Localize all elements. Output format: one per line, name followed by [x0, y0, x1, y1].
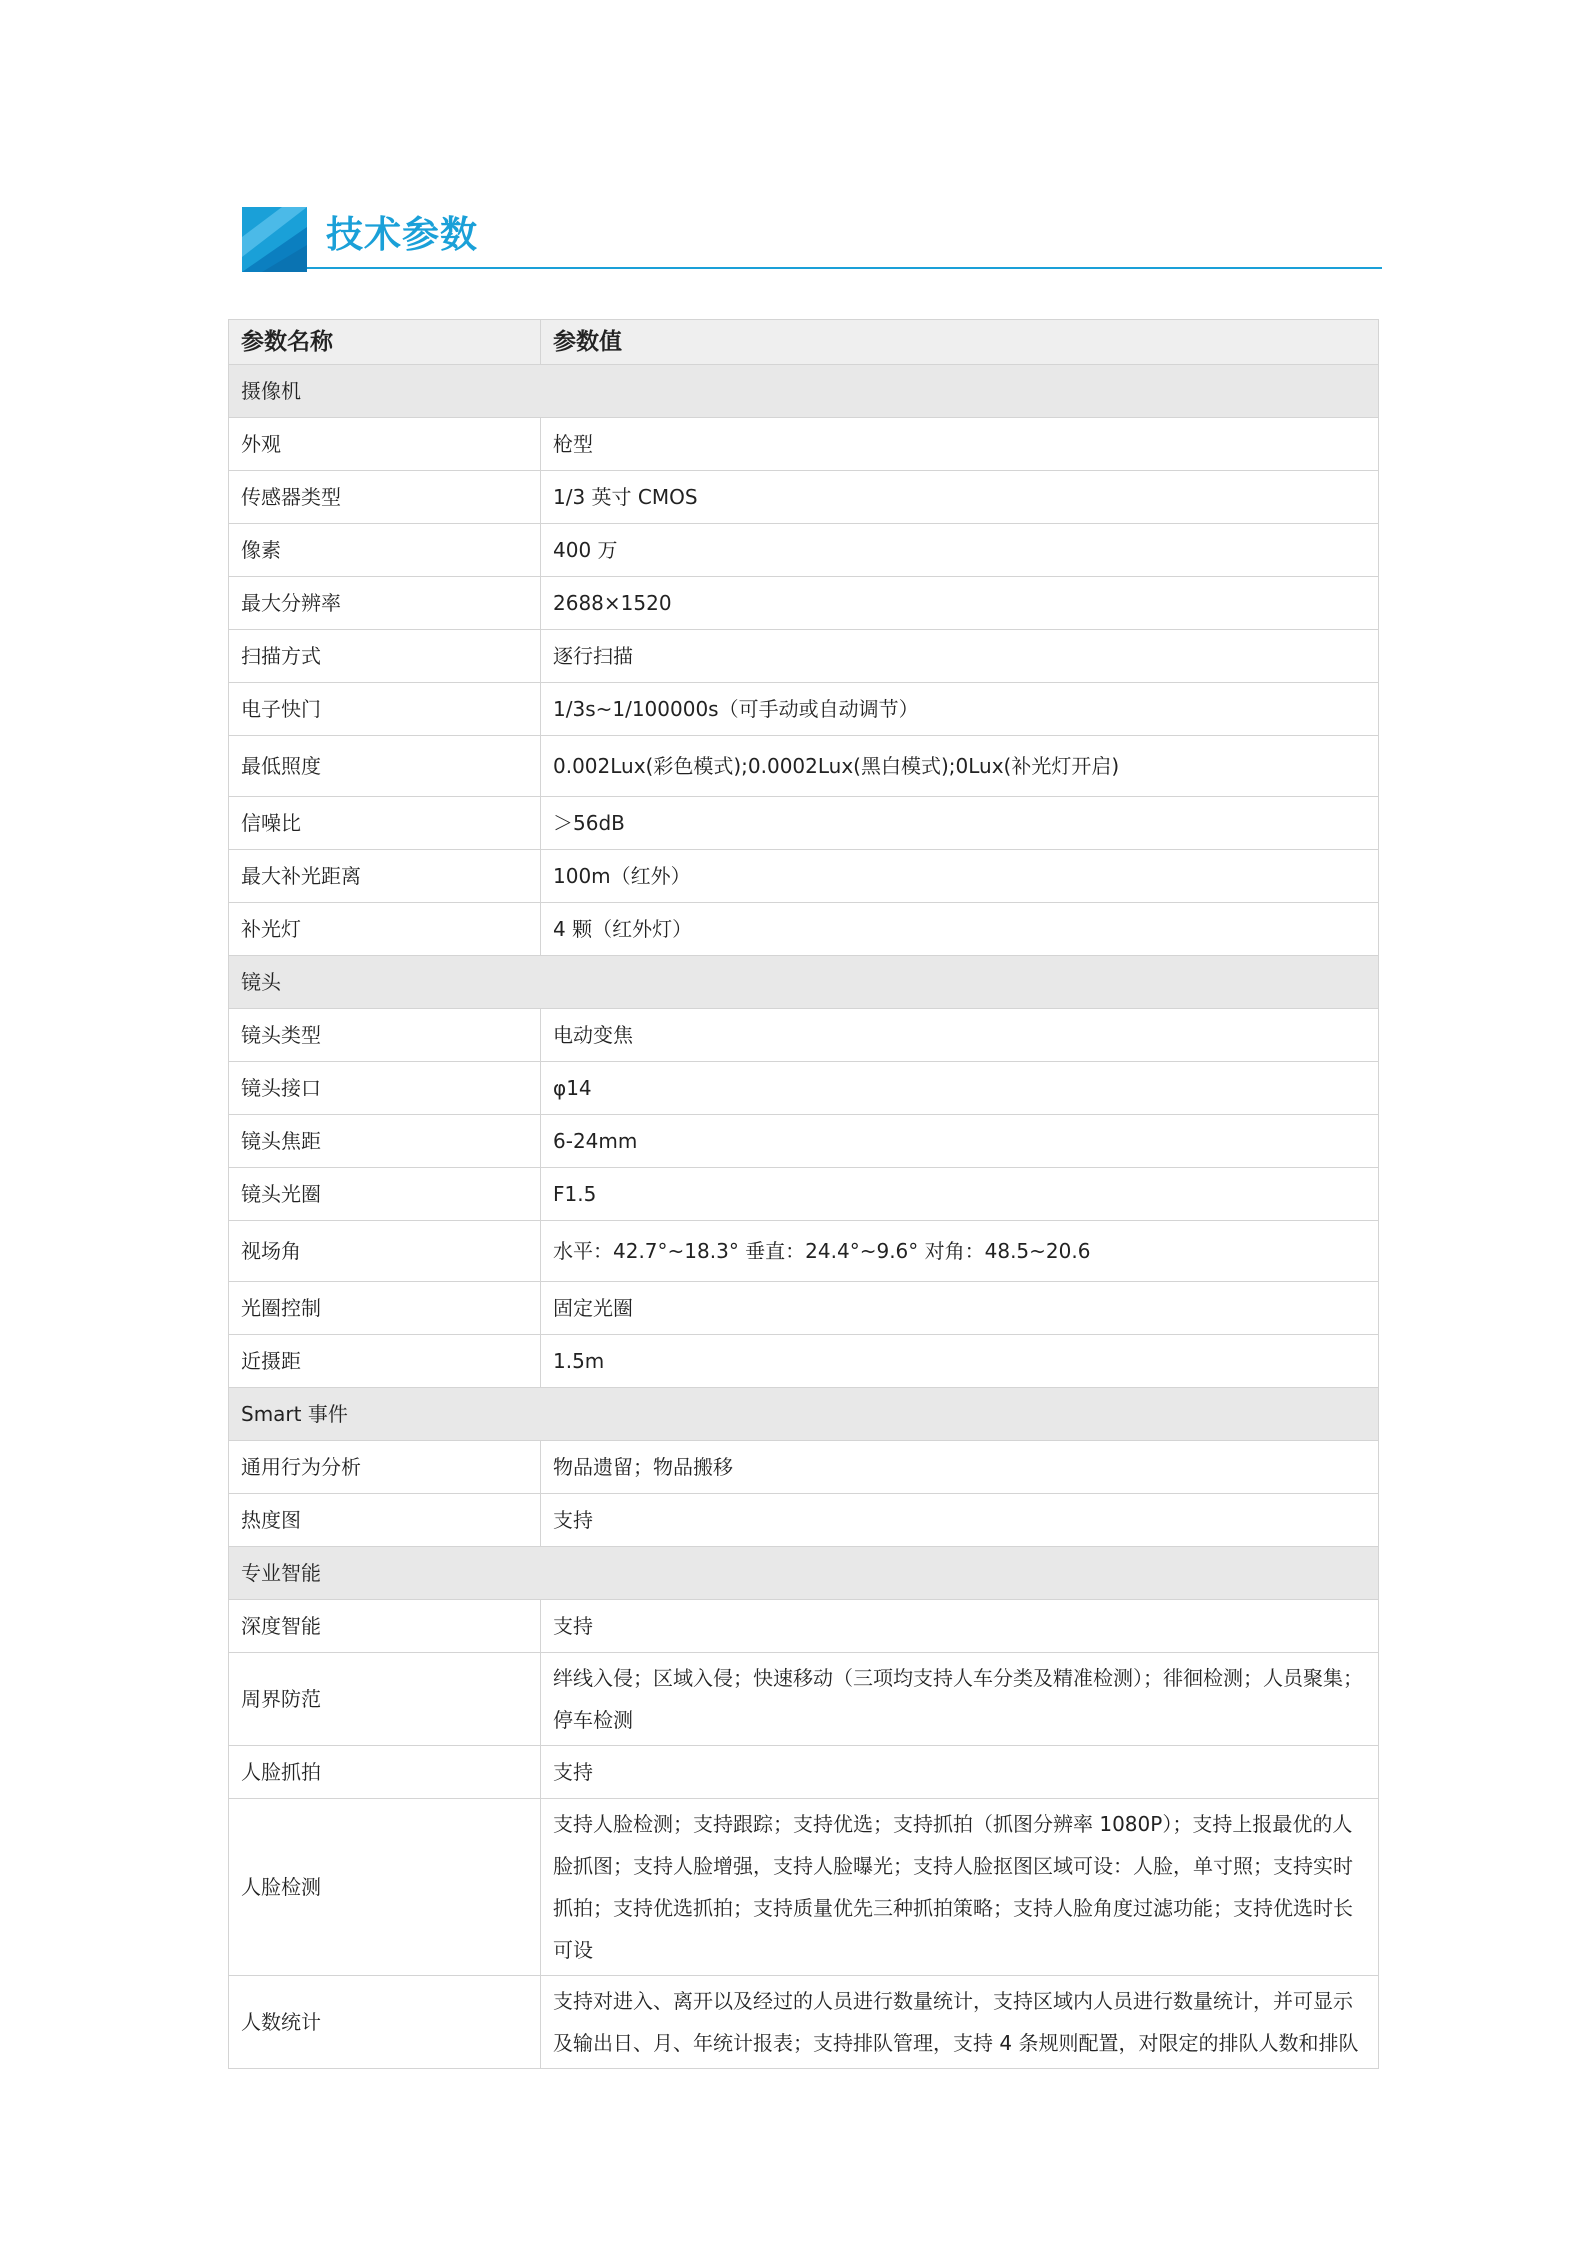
table-row — [229, 524, 1379, 577]
param-name-cell: 周界防范 — [229, 1653, 541, 1746]
param-name-cell: 人脸抓拍 — [229, 1746, 541, 1799]
param-name-cell: 近摄距 — [229, 1335, 541, 1388]
column-header-param-value: 参数值 — [541, 320, 1379, 365]
param-value-cell: 4 颗（红外灯） — [541, 903, 1379, 956]
param-value-cell: 支持 — [541, 1746, 1379, 1799]
table-row — [229, 1168, 1379, 1221]
table-row — [229, 630, 1379, 683]
table-row — [229, 1115, 1379, 1168]
param-name-cell: 最大分辨率 — [229, 577, 541, 630]
param-name-cell: 信噪比 — [229, 797, 541, 850]
param-value-cell: 1/3s~1/100000s（可手动或自动调节） — [541, 683, 1379, 736]
param-name-cell: 外观 — [229, 418, 541, 471]
param-value-cell: 支持对进入、离开以及经过的人员进行数量统计，支持区域内人员进行数量统计，并可显示及输出日、月、年统计报表；支持排队管理，支持 4 条规则配置，对限定的排队人数和排队 — [541, 1976, 1379, 2069]
group-title: Smart 事件 — [229, 1388, 1379, 1441]
table-row — [229, 1653, 1379, 1746]
group-title: 镜头 — [229, 956, 1379, 1009]
table-row — [229, 1335, 1379, 1388]
param-value-cell: 电动变焦 — [541, 1009, 1379, 1062]
page-title: 技术参数 — [326, 213, 478, 256]
table-group-row — [229, 956, 1379, 1009]
table-row — [229, 1494, 1379, 1547]
param-name-cell: 镜头接口 — [229, 1062, 541, 1115]
param-value-cell: 枪型 — [541, 418, 1379, 471]
param-name-cell: 视场角 — [229, 1221, 541, 1282]
table-row — [229, 1282, 1379, 1335]
param-name-cell: 通用行为分析 — [229, 1441, 541, 1494]
table-row — [229, 1746, 1379, 1799]
param-value-cell: 支持 — [541, 1600, 1379, 1653]
param-value-cell: 水平：42.7°~18.3° 垂直：24.4°~9.6° 对角：48.5~20.6 — [541, 1221, 1379, 1282]
param-name-cell: 镜头焦距 — [229, 1115, 541, 1168]
table-group-row — [229, 1388, 1379, 1441]
param-name-cell: 人脸检测 — [229, 1799, 541, 1976]
param-name-cell: 光圈控制 — [229, 1282, 541, 1335]
table-group-row — [229, 365, 1379, 418]
table-row — [229, 1600, 1379, 1653]
param-name-cell: 最大补光距离 — [229, 850, 541, 903]
table-row — [229, 418, 1379, 471]
table-row — [229, 1062, 1379, 1115]
param-value-cell: 0.002Lux(彩色模式);0.0002Lux(黑白模式);0Lux(补光灯开启) — [541, 736, 1379, 797]
param-value-cell: 支持 — [541, 1494, 1379, 1547]
param-value-cell: 固定光圈 — [541, 1282, 1379, 1335]
table-group-row — [229, 1547, 1379, 1600]
param-name-cell: 热度图 — [229, 1494, 541, 1547]
table-row — [229, 1441, 1379, 1494]
param-value-cell: 400 万 — [541, 524, 1379, 577]
section-header — [242, 207, 1382, 273]
param-value-cell: ＞56dB — [541, 797, 1379, 850]
param-name-cell: 深度智能 — [229, 1600, 541, 1653]
param-value-cell: 100m（红外） — [541, 850, 1379, 903]
param-name-cell: 镜头类型 — [229, 1009, 541, 1062]
table-row — [229, 903, 1379, 956]
param-value-cell: 物品遗留；物品搬移 — [541, 1441, 1379, 1494]
table-header-row — [229, 320, 1379, 365]
spec-table — [228, 319, 1379, 2069]
table-row — [229, 471, 1379, 524]
title-underline — [307, 267, 1382, 269]
param-value-cell: 1/3 英寸 CMOS — [541, 471, 1379, 524]
table-row — [229, 1221, 1379, 1282]
group-title: 摄像机 — [229, 365, 1379, 418]
param-value-cell: 6-24mm — [541, 1115, 1379, 1168]
column-header-param-name: 参数名称 — [229, 320, 541, 365]
group-title: 专业智能 — [229, 1547, 1379, 1600]
param-name-cell: 电子快门 — [229, 683, 541, 736]
param-name-cell: 像素 — [229, 524, 541, 577]
table-row — [229, 683, 1379, 736]
param-value-cell: 逐行扫描 — [541, 630, 1379, 683]
param-value-cell: 1.5m — [541, 1335, 1379, 1388]
param-name-cell: 最低照度 — [229, 736, 541, 797]
table-row — [229, 1009, 1379, 1062]
param-value-cell: φ14 — [541, 1062, 1379, 1115]
table-row — [229, 736, 1379, 797]
param-name-cell: 人数统计 — [229, 1976, 541, 2069]
section-title-icon — [242, 207, 307, 272]
param-value-cell: 支持人脸检测；支持跟踪；支持优选；支持抓拍（抓图分辨率 1080P）；支持上报最优的人脸抓图；支持人脸增强，支持人脸曝光；支持人脸抠图区域可设：人脸，单寸照；支持实时抓拍；支持优选抓拍；支持质量优先三种抓拍策略；支持人脸角度过滤功能；支持优选时长可设 — [541, 1799, 1379, 1976]
param-name-cell: 传感器类型 — [229, 471, 541, 524]
param-name-cell: 扫描方式 — [229, 630, 541, 683]
param-name-cell: 镜头光圈 — [229, 1168, 541, 1221]
spec-table-body — [229, 320, 1379, 2069]
param-value-cell: 2688×1520 — [541, 577, 1379, 630]
table-row — [229, 577, 1379, 630]
param-name-cell: 补光灯 — [229, 903, 541, 956]
table-row — [229, 850, 1379, 903]
table-row — [229, 1799, 1379, 1976]
param-value-cell: F1.5 — [541, 1168, 1379, 1221]
param-value-cell: 绊线入侵；区域入侵；快速移动（三项均支持人车分类及精准检测）；徘徊检测；人员聚集；停车检测 — [541, 1653, 1379, 1746]
table-row — [229, 1976, 1379, 2069]
table-row — [229, 797, 1379, 850]
